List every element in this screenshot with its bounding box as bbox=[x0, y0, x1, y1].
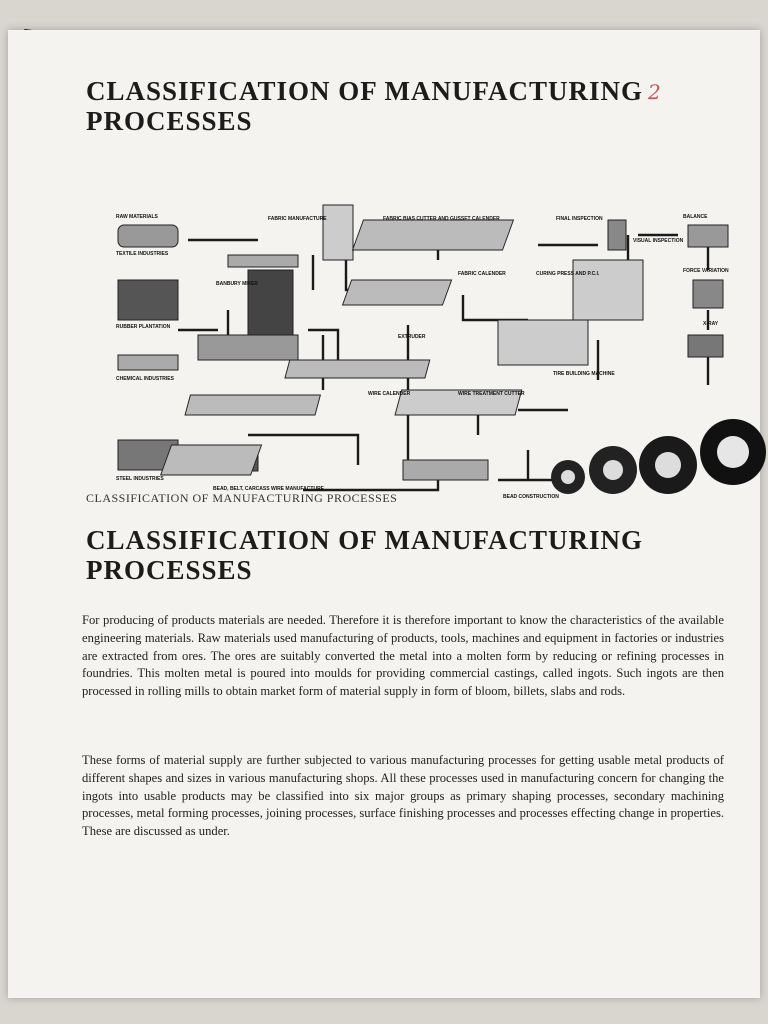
fabric-roll bbox=[228, 255, 298, 267]
label-curing: CURING PRESS AND P.C.I. bbox=[536, 271, 600, 277]
label-fabric-bias: FABRIC BIAS CUTTER AND GUSSET CALENDER bbox=[383, 216, 500, 222]
label-fabric-calender: FABRIC CALENDER bbox=[458, 271, 506, 277]
bead-construction-machine bbox=[403, 460, 488, 480]
page-number: 2 bbox=[648, 80, 661, 104]
flow-line bbox=[248, 435, 358, 465]
tires bbox=[551, 419, 766, 494]
flow-line bbox=[463, 295, 528, 320]
label-rubber: RUBBER PLANTATION bbox=[116, 324, 171, 330]
label-chemical: CHEMICAL INDUSTRIES bbox=[116, 376, 174, 382]
paragraph-1: For producing of products materials are needed. Therefore it is therefore important to know the characteristics of the available engineering materials. Raw materials used manufacturing of products, tools, machines and equipment in factories or industries are extracted from ores. The ores are suitably converted the metal into a molten form by reducing or refining processes in foundries. This molten metal is poured into moulds for providing commercial castings, called ingots. Such ingots are then processed in rolling mills to obtain market form of material supply in form of bloom, billets, slabs and rods. bbox=[82, 613, 724, 699]
mixer-line bbox=[198, 335, 298, 360]
xray-machine bbox=[688, 335, 723, 357]
curing-press bbox=[573, 260, 643, 320]
label-banbury: BANBURY MIXER bbox=[216, 281, 258, 287]
section-heading: CLASSIFICATION OF MANUFACTURING PROCESSES bbox=[86, 525, 644, 586]
bias-cutter bbox=[353, 220, 514, 250]
tire-manufacturing-diagram bbox=[98, 180, 766, 510]
label-textile: TEXTILE INDUSTRIES bbox=[116, 251, 169, 257]
figure-caption: CLASSIFICATION OF MANUFACTURING PROCESSES bbox=[86, 491, 398, 505]
label-xray: X-RAY bbox=[703, 321, 719, 327]
textile-machine bbox=[118, 225, 178, 247]
extruder-line bbox=[285, 360, 430, 378]
rubber-plantation bbox=[118, 280, 178, 320]
label-raw-materials: RAW MATERIALS bbox=[116, 214, 158, 220]
label-visual-inspection: VISUAL INSPECTION bbox=[633, 238, 684, 244]
bead-machine bbox=[161, 445, 262, 475]
document-page bbox=[8, 30, 760, 998]
label-tire-building: TIRE BUILDING MACHINE bbox=[553, 371, 615, 377]
force-variation-machine bbox=[693, 280, 723, 308]
label-steel: STEEL INDUSTRIES bbox=[116, 476, 164, 482]
tire-building-machine bbox=[498, 320, 588, 365]
label-balance: BALANCE bbox=[683, 214, 708, 220]
wire-calender-machine bbox=[185, 395, 320, 415]
fabric-manufacture-machine bbox=[323, 205, 353, 260]
label-bead-belt: BEAD, BELT, CARCASS WIRE MANUFACTURE bbox=[213, 486, 325, 492]
chemical-plant bbox=[118, 355, 178, 370]
top-heading: CLASSIFICATION OF MANUFACTURING PROCESSES bbox=[86, 76, 644, 137]
paragraph-2: These forms of material supply are further subjected to various manufacturing processes for getting usable metal products of different shapes and sizes in various manufacturing shops. All these processes used in manufacturing concern for changing the ingots into usable products may be classified into six major groups as primary shaping processes, secondary machining processes, metal forming processes, joining processes, surface finishing processes and processes effecting change in properties. These are discussed as under. bbox=[82, 753, 724, 839]
label-wire-calender: WIRE CALENDER bbox=[368, 391, 411, 397]
inspection-stand bbox=[608, 220, 626, 250]
label-extruder: EXTRUDER bbox=[398, 334, 426, 340]
balance-machine bbox=[688, 225, 728, 247]
fabric-calender-machine bbox=[343, 280, 452, 305]
label-fabric-manufacture: FABRIC MANUFACTURE bbox=[268, 216, 327, 222]
label-bead-construction: BEAD CONSTRUCTION bbox=[503, 494, 559, 500]
label-wire-treatment: WIRE TREATMENT CUTTER bbox=[458, 391, 525, 397]
label-final-inspection: FINAL INSPECTION bbox=[556, 216, 603, 222]
label-force-variation: FORCE VARIATION bbox=[683, 268, 729, 274]
